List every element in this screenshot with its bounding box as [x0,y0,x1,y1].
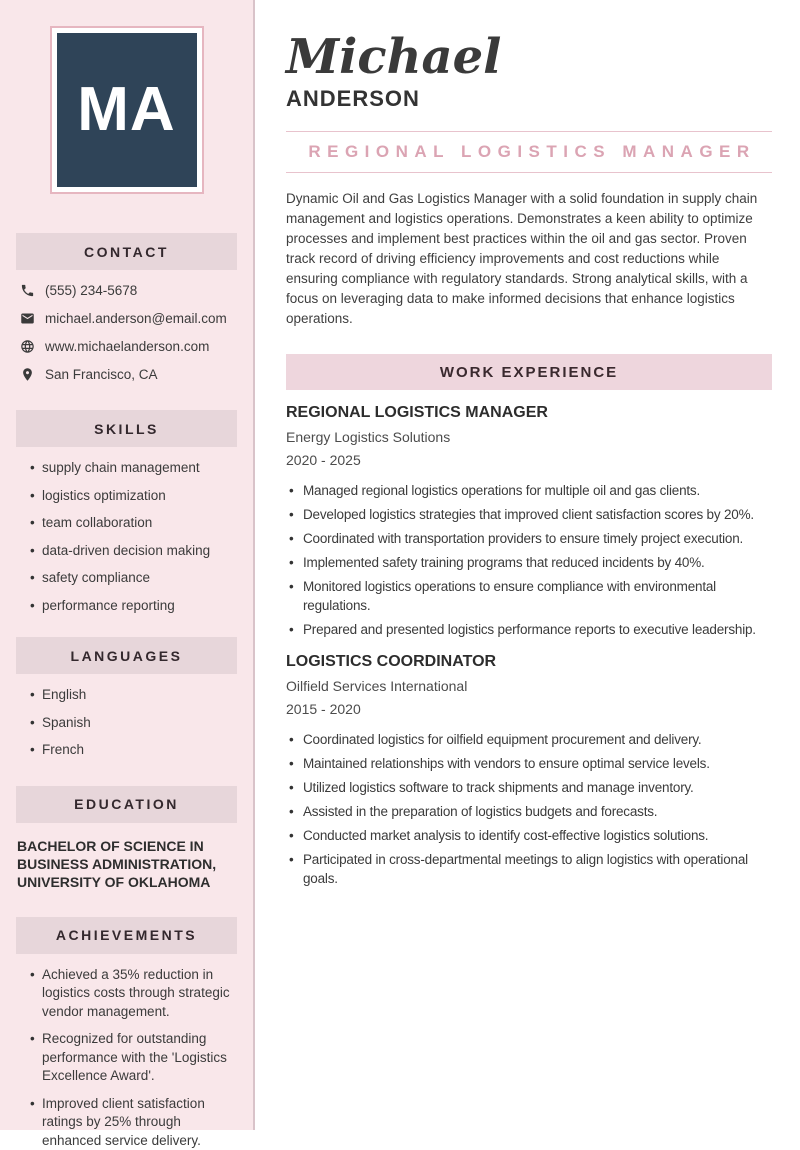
contact-phone-text: (555) 234-5678 [45,283,137,298]
languages-list [30,686,239,760]
list-item: • Recognized for outstanding performance with the 'Logistics Excellence Award'. [30,1030,239,1086]
list-item: • Assisted in the preparation of logistics budgets and forecasts. [286,802,772,821]
email-icon [20,311,35,326]
list-item: • Implemented safety training programs that reduced incidents by 40%. [286,553,772,572]
list-item: • performance reporting [30,597,239,616]
job-entry-2 [286,653,772,888]
main-column [257,0,800,1130]
list-item: • Coordinated logistics for oilfield equipment procurement and delivery. [286,730,772,749]
list-item: • safety compliance [30,569,239,588]
list-item: • Utilized logistics software to track shipments and manage inventory. [286,778,772,797]
list-item: • Conducted market analysis to identify cost-effective logistics solutions. [286,826,772,845]
location-icon [20,367,35,382]
list-item: • team collaboration [30,514,239,533]
list-item: • Managed regional logistics operations for multiple oil and gas clients. [286,481,772,500]
contact-list [0,283,253,382]
profile-photo-frame [50,26,204,194]
education-section-header: EDUCATION [16,786,237,823]
globe-icon [20,339,35,354]
work-experience-header: WORK EXPERIENCE [286,354,772,390]
list-item: • English [30,686,239,705]
job-bullets-list [286,730,772,888]
list-item: • Spanish [30,714,239,733]
job-company: Energy Logistics Solutions [286,430,772,445]
list-item: • data-driven decision making [30,542,239,561]
list-item: • Monitored logistics operations to ensure compliance with environmental regulations. [286,577,772,615]
list-item: • Achieved a 35% reduction in logistics costs through strategic vendor management. [30,966,239,1022]
contact-section-header: CONTACT [16,233,237,270]
job-title-heading: REGIONAL LOGISTICS MANAGER [286,132,772,172]
list-item: • French [30,741,239,760]
contact-row-email [0,311,253,326]
job-title: LOGISTICS COORDINATOR [286,653,772,671]
achievements-section-header: ACHIEVEMENTS [16,917,237,954]
title-divider-bottom [286,172,772,173]
contact-website-text: www.michaelanderson.com [45,339,209,354]
job-title: REGIONAL LOGISTICS MANAGER [286,404,772,422]
phone-icon [20,283,35,298]
list-item: • Participated in cross-departmental meetings to align logistics with operational goals. [286,850,772,888]
list-item: • supply chain management [30,459,239,478]
summary-paragraph: Dynamic Oil and Gas Logistics Manager with a solid foundation in supply chain management and logistics operations. Demonstrates a keen ability to optimize processes and implement best practices within the oil and gas sector. Proven track record of driving efficiency improvements and cost reductions while ensuring compliance with regulatory standards. Strong analytical skills, with a focus on leveraging data to make informed decisions that enhance logistics operations. [286,189,772,329]
contact-row-phone [0,283,253,298]
contact-row-website [0,339,253,354]
contact-row-location [0,367,253,382]
job-entry-1 [286,404,772,639]
monogram-avatar [57,33,197,187]
sidebar [0,0,255,1130]
achievements-list [30,966,239,1150]
list-item: • logistics optimization [30,487,239,506]
job-dates: 2015 - 2020 [286,702,772,717]
languages-section-header: LANGUAGES [16,637,237,674]
skills-section-header: SKILLS [16,410,237,447]
job-dates: 2020 - 2025 [286,453,772,468]
job-company: Oilfield Services International [286,679,772,694]
list-item: • Developed logistics strategies that improved client satisfaction scores by 20%. [286,505,772,524]
monogram-initials: MA [77,79,175,141]
skills-list [30,459,239,615]
list-item: • Prepared and presented logistics performance reports to executive leadership. [286,620,772,639]
education-degree: BACHELOR OF SCIENCE IN BUSINESS ADMINISTRATION, UNIVERSITY OF OKLAHOMA [17,837,237,891]
first-name: Michael [286,30,772,84]
list-item: • Improved client satisfaction ratings by 25% through enhanced service delivery. [30,1095,239,1150]
contact-email-text: michael.anderson@email.com [45,311,227,326]
list-item: • Coordinated with transportation providers to ensure timely project execution. [286,529,772,548]
last-name: ANDERSON [286,88,772,110]
contact-location-text: San Francisco, CA [45,367,158,382]
list-item: • Maintained relationships with vendors to ensure optimal service levels. [286,754,772,773]
job-bullets-list [286,481,772,639]
